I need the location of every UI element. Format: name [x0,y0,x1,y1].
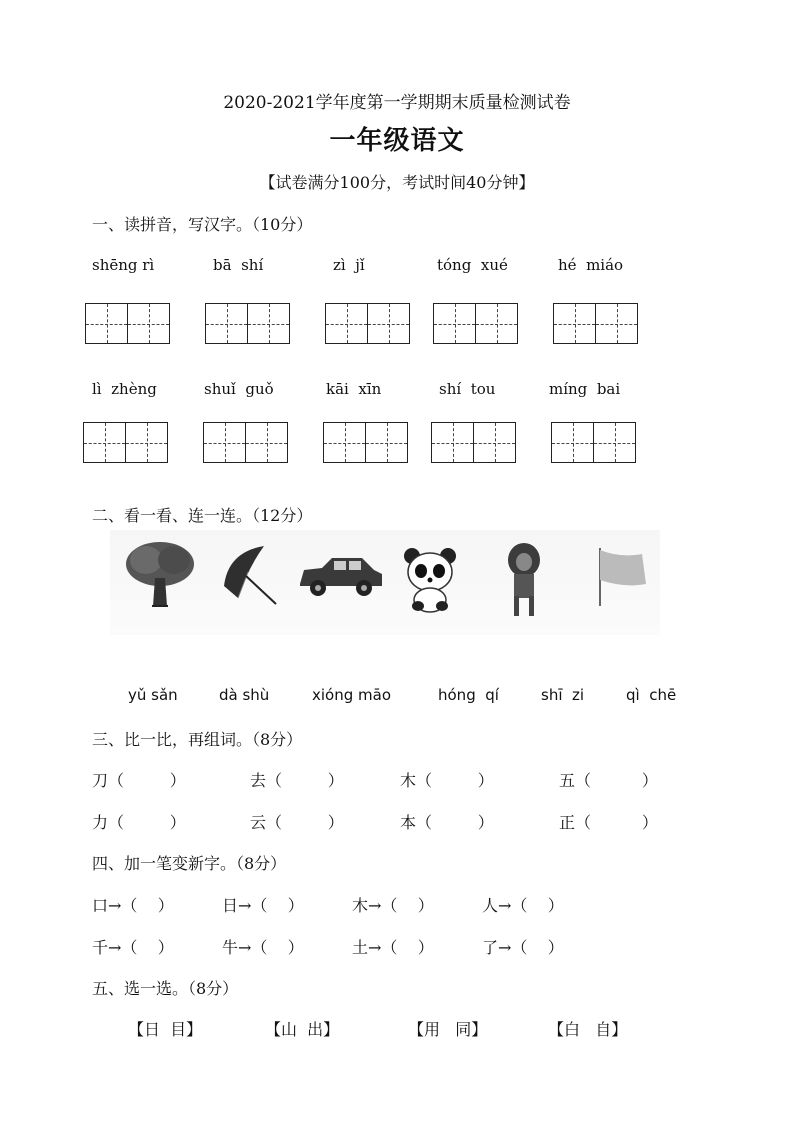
choice-group: 【山 出】 [265,1020,340,1039]
pinyin-item: qì chē [626,686,677,704]
choice-group: 【白 自】 [548,1020,628,1039]
writing-grid[interactable] [553,303,638,345]
car-icon [296,554,386,600]
stroke-item: 牛→（ ） [222,938,304,957]
section2-heading: 二、看一看、连一连。（12分） [92,506,313,525]
pinyin-item: míng bai [549,380,621,398]
umbrella-icon [218,542,282,606]
stroke-item: 日→（ ） [222,896,304,915]
word-item: 云（ ） [250,813,344,832]
stroke-item: 人→（ ） [482,896,564,915]
word-item: 五（ ） [559,771,658,790]
pinyin-item: shēng rì [92,256,155,274]
pinyin-item: bā shí [213,256,264,274]
word-item: 木（ ） [400,771,494,790]
picture-strip [110,530,660,635]
word-item: 力（ ） [92,813,186,832]
choice-group: 【日 目】 [128,1020,203,1039]
writing-grid[interactable] [551,422,636,464]
writing-grid[interactable] [85,303,170,345]
stroke-item: 木→（ ） [352,896,434,915]
pinyin-item: hóng qí [438,686,499,704]
stroke-item: 口→（ ） [92,896,174,915]
writing-grid[interactable] [83,422,168,464]
choice-group: 【用 同】 [408,1020,488,1039]
pinyin-item: dà shù [219,686,270,704]
tree-icon [122,538,198,610]
word-item: 正（ ） [559,813,658,832]
pinyin-item: shī zi [541,686,585,704]
stroke-item: 土→（ ） [352,938,434,957]
exam-title: 一年级语文 [329,126,465,156]
writing-grid[interactable] [323,422,408,464]
pinyin-item: hé miáo [558,256,624,274]
pinyin-item: lì zhèng [92,380,157,398]
writing-grid[interactable] [325,303,410,345]
writing-grid[interactable] [433,303,518,345]
section4-heading: 四、加一笔变新字。（8分） [92,854,287,873]
pinyin-item: shuǐ guǒ [204,380,274,398]
writing-grid[interactable] [205,303,290,345]
section1-heading: 一、读拼音，写汉字。（10分） [92,215,313,234]
stroke-item: 千→（ ） [92,938,174,957]
writing-grid[interactable] [431,422,516,464]
word-item: 去（ ） [250,771,344,790]
stroke-item: 了→（ ） [482,938,564,957]
word-item: 本（ ） [400,813,494,832]
pinyin-item: kāi xīn [326,380,382,398]
exam-info: 【试卷满分100分，考试时间40分钟】 [259,173,535,192]
pinyin-item: xióng māo [312,686,391,704]
lion-icon [504,542,544,618]
word-item: 刀（ ） [92,771,186,790]
writing-grid[interactable] [203,422,288,464]
pinyin-item: shí tou [439,380,496,398]
exam-subtitle: 2020-2021学年度第一学期期末质量检测试卷 [223,93,571,113]
pinyin-item: tóng xué [437,256,508,274]
flag-icon [594,544,654,608]
pinyin-item: zì jǐ [333,256,365,274]
panda-icon [400,544,460,614]
section3-heading: 三、比一比，再组词。（8分） [92,730,303,749]
section5-heading: 五、选一选。（8分） [92,979,239,998]
pinyin-item: yǔ sǎn [128,686,178,704]
